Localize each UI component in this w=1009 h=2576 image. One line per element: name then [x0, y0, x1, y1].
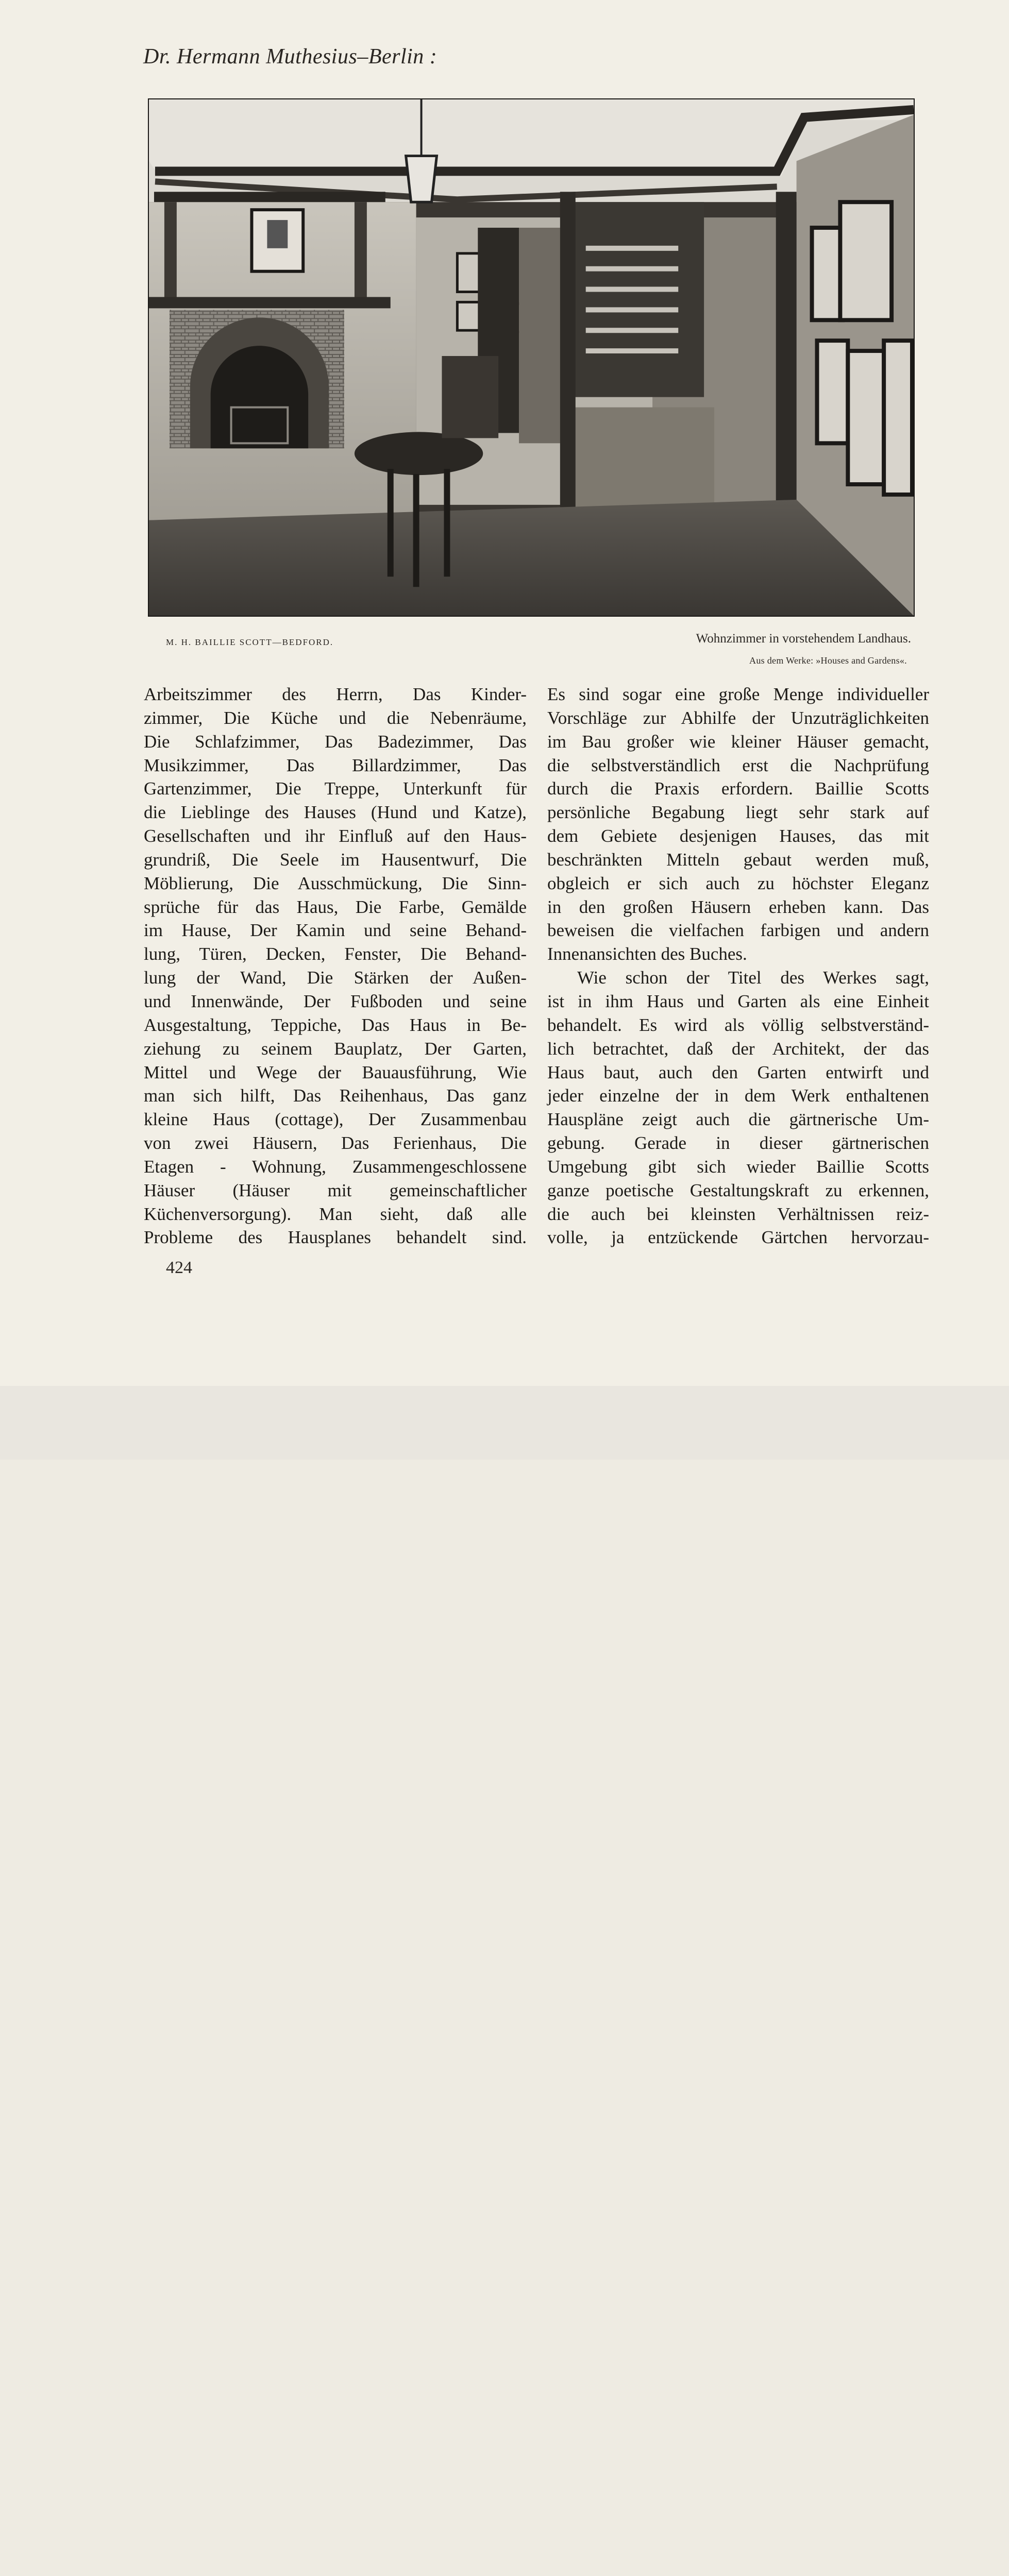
text-line: volle, ja entzückende Gärtchen hervorzau-: [547, 1227, 929, 1248]
text-line: Umgebung gibt sich wieder Baillie Scotts: [547, 1156, 929, 1177]
text-line: Möblierung, Die Ausschmückung, Die Sinn-: [144, 873, 527, 893]
text-line: dem Gebiete desjenigen Hauses, das mit: [547, 826, 929, 846]
text-line: kleine Haus (cottage), Der Zusammenbau: [144, 1109, 527, 1130]
page-number: 424: [166, 1258, 192, 1277]
text-line: Küchenversorgung). Man sieht, daß alle: [144, 1204, 527, 1224]
text-line: Innenansichten des Buches.: [547, 944, 747, 964]
text-line: man sich hilft, Das Reihenhaus, Das ganz: [144, 1086, 527, 1106]
text-line: ziehung zu seinem Bauplatz, Der Garten,: [144, 1038, 527, 1059]
text-line: ist in ihm Haus und Garten als eine Einheit: [547, 991, 929, 1011]
text-line: von zwei Häusern, Das Ferienhaus, Die: [144, 1133, 527, 1154]
text-line: Hauspläne zeigt auch die gärtnerische Um-: [547, 1109, 929, 1130]
text-line: Gartenzimmer, Die Treppe, Unterkunft für: [144, 778, 527, 799]
text-line: Wie schon der Titel des Werkes sagt,: [577, 968, 929, 988]
text-line: Ausgestaltung, Teppiche, Das Haus in Be-: [144, 1014, 527, 1035]
text-line: lich betrachtet, daß der Architekt, der das: [547, 1038, 929, 1059]
text-line: Es sind sogar eine große Menge individueller: [547, 684, 929, 704]
text-line: behandelt. Es wird als völlig selbstverständ-: [547, 1014, 929, 1035]
text-line: Vorschläge zur Abhilfe der Unzuträglichkeiten: [547, 707, 929, 728]
text-line: Musikzimmer, Das Billardzimmer, Das: [144, 755, 527, 775]
text-line: durch die Praxis erfordern. Baillie Scotts: [547, 778, 929, 799]
text-column-left: [144, 683, 527, 1249]
text-line: Haus baut, auch den Garten entwirft und: [547, 1062, 929, 1082]
text-line: beschränkten Mitteln gebaut werden muß,: [547, 849, 929, 870]
interior-photograph: [148, 98, 915, 617]
text-line: lung der Wand, Die Stärken der Außen-: [144, 968, 527, 988]
text-line: im Hause, Der Kamin und seine Behand-: [144, 920, 527, 941]
text-line: lung, Türen, Decken, Fenster, Die Behand-: [144, 944, 527, 964]
photo-caption: Wohnzimmer in vorstehendem Landhaus.: [696, 632, 911, 646]
text-line: gebung. Gerade in dieser gärtnerischen: [547, 1133, 929, 1154]
photo-credit: M. H. BAILLIE SCOTT—BEDFORD.: [166, 637, 334, 647]
text-line: Gesellschaften und ihr Einfluß auf den Haus-: [144, 826, 527, 846]
text-line: im Bau großer wie kleiner Häuser gemacht,: [547, 731, 929, 752]
text-line: beweisen die vielfachen farbigen und andern: [547, 920, 929, 941]
text-line: Die Schlafzimmer, Das Badezimmer, Das: [144, 731, 527, 752]
text-line: Mittel und Wege der Bauausführung, Wie: [144, 1062, 527, 1082]
text-line: Arbeitszimmer des Herrn, Das Kinder-: [144, 684, 527, 704]
text-column-right: [547, 683, 929, 1249]
text-line: zimmer, Die Küche und die Nebenräume,: [144, 707, 527, 728]
text-line: Probleme des Hausplanes behandelt sind.: [144, 1227, 527, 1248]
text-line: die Lieblinge des Hauses (Hund und Katze),: [144, 802, 527, 823]
text-line: die auch bei kleinsten Verhältnissen reiz-: [547, 1204, 929, 1224]
text-line: sprüche für das Haus, Die Farbe, Gemälde: [144, 896, 527, 917]
photo-source: Aus dem Werke: »Houses and Gardens«.: [749, 655, 907, 666]
text-line: die selbstverständlich erst die Nachprüfung: [547, 755, 929, 775]
text-line: ganze poetische Gestaltungskraft zu erkennen,: [547, 1180, 929, 1200]
text-line: Häuser (Häuser mit gemeinschaftlicher: [144, 1180, 527, 1200]
text-line: in den großen Häusern erheben kann. Das: [547, 896, 929, 917]
text-line: jeder einzelne der in dem Werk enthaltenen: [547, 1086, 929, 1106]
text-line: Etagen - Wohnung, Zusammengeschlossene: [144, 1156, 527, 1177]
text-line: persönliche Begabung liegt sehr stark auf: [547, 802, 929, 823]
living-room-image: [149, 99, 914, 616]
text-line: grundriß, Die Seele im Hausentwurf, Die: [144, 849, 527, 870]
text-line: obgleich er sich auch zu höchster Eleganz: [547, 873, 929, 893]
text-line: und Innenwände, Der Fußboden und seine: [144, 991, 527, 1011]
running-head: Dr. Hermann Muthesius–Berlin :: [143, 45, 438, 69]
viewer-footer: [0, 1386, 1009, 1460]
